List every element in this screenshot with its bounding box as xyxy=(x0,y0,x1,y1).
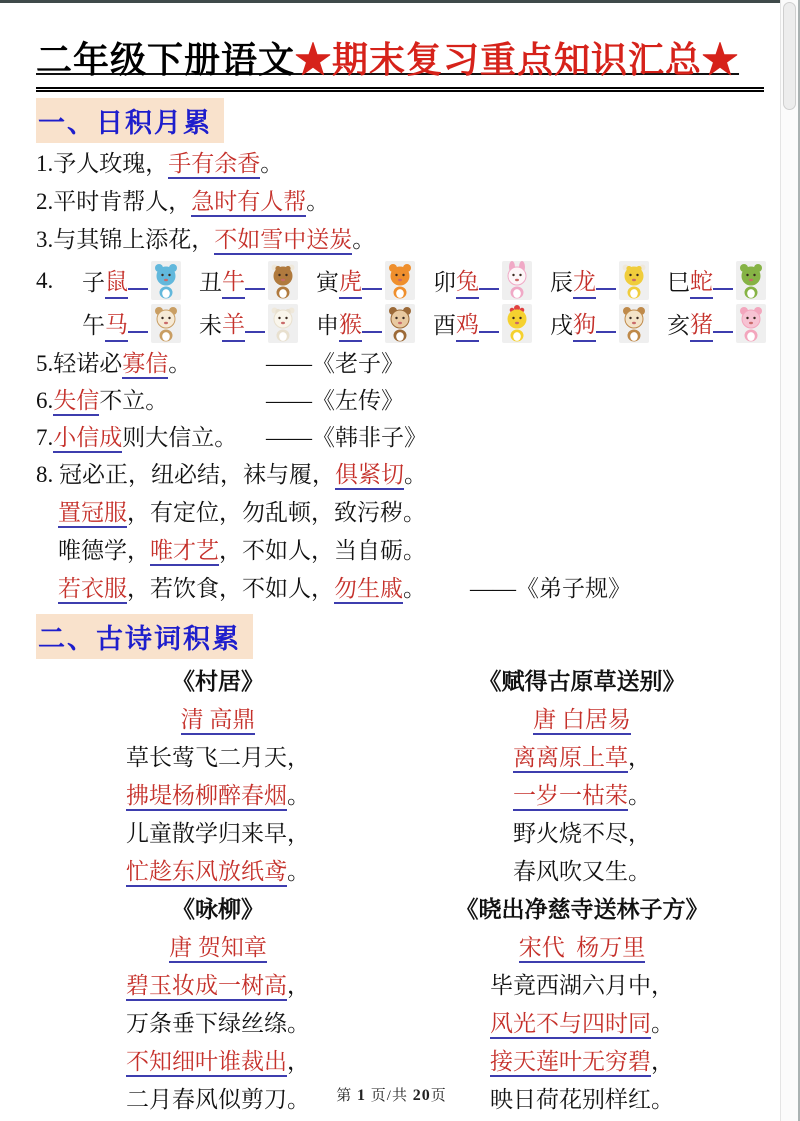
highlighted-answer-text: 拂堤杨柳醉春烟 xyxy=(126,783,287,811)
earthly-branch-char: 亥 xyxy=(667,313,690,338)
text-segment: 。 xyxy=(260,151,284,176)
earthly-branch-char: 戌 xyxy=(550,313,573,338)
proverb-with-source xyxy=(36,382,764,419)
dragon-icon xyxy=(619,261,649,300)
zodiac-entry-goat xyxy=(199,304,298,343)
highlighted-answer-text: 失信 xyxy=(53,388,99,416)
zodiac-entry-dog xyxy=(550,304,649,343)
fill-in-blank-line xyxy=(596,272,616,290)
highlighted-answer-text: 置冠服 xyxy=(58,500,127,528)
fill-in-blank-line xyxy=(713,272,733,290)
zodiac-entry-rabbit xyxy=(433,261,532,300)
fill-in-blank-line xyxy=(362,272,382,290)
monkey-icon xyxy=(385,304,415,343)
poem-verse-line xyxy=(400,1005,764,1043)
highlighted-answer-text: 勿生戚 xyxy=(334,576,403,604)
text-segment: 2.平时肯帮人， xyxy=(36,189,192,214)
rabbit-icon xyxy=(502,261,532,300)
poem-verse-line xyxy=(36,739,400,777)
zodiac-entry-snake xyxy=(667,261,766,300)
title-red-part: ★期末复习重点知识汇总★ xyxy=(295,40,740,80)
poem-author-text: 唐 贺知章 xyxy=(169,935,267,963)
earthly-branch-char: 辰 xyxy=(550,270,573,295)
earthly-branch-char: 未 xyxy=(199,313,222,338)
poem-verse-line xyxy=(400,739,764,777)
text-segment: 野火烧不尽， xyxy=(513,821,651,846)
poems-grid xyxy=(36,663,764,1119)
poem-title: 《村居》 xyxy=(172,669,264,694)
zodiac-row xyxy=(36,302,764,345)
list-item xyxy=(36,145,764,183)
title-black-part: 二年级下册语文 xyxy=(36,40,296,80)
source-citation: ——《韩非子》 xyxy=(266,425,427,450)
highlighted-answer-text: 离离原上草 xyxy=(513,745,628,773)
earthly-branch-char: 寅 xyxy=(316,270,339,295)
text-segment: 不立。 xyxy=(99,388,169,413)
list-item xyxy=(36,183,764,221)
zodiac-animal-char: 猪 xyxy=(690,306,713,342)
text-segment: 毕竟西湖六月中， xyxy=(490,973,674,998)
proverb-text xyxy=(36,382,266,419)
highlighted-answer-text: 急时有人帮 xyxy=(191,189,306,217)
zodiac-animal-char: 龙 xyxy=(573,263,596,299)
highlighted-answer-text: 忙趁东风放纸鸢 xyxy=(126,859,287,887)
text-segment: ，不如人，当自砺。 xyxy=(219,538,426,563)
footer-text: 第 xyxy=(336,1088,358,1104)
poem-verse-line xyxy=(36,777,400,815)
dizigui-line xyxy=(36,532,764,570)
snake-icon xyxy=(736,261,766,300)
screen-top-edge xyxy=(0,0,783,3)
text-segment: 映日荷花别样红。 xyxy=(490,1087,674,1112)
poem-author-text: 宋代 杨万里 xyxy=(519,935,646,963)
text-segment: 。 xyxy=(352,227,376,252)
earthly-branch-char: 丑 xyxy=(199,270,222,295)
current-page-number: 1 xyxy=(357,1087,367,1104)
highlighted-answer-text: 风光不与四时同 xyxy=(490,1011,651,1039)
poem-verse-line xyxy=(36,853,400,891)
text-segment: 8. 冠必正，纽必结，袜与履， xyxy=(36,462,335,487)
section-two xyxy=(36,608,764,1119)
zodiac-animal-char: 狗 xyxy=(573,306,596,342)
dizigui-line xyxy=(36,456,764,494)
list-item xyxy=(36,221,764,259)
goat-icon xyxy=(268,304,298,343)
text-segment: 1.予人玫瑰， xyxy=(36,151,169,176)
zodiac-animal-char: 虎 xyxy=(339,263,362,299)
fill-in-blank-line xyxy=(479,272,499,290)
highlighted-answer-text: 唯才艺 xyxy=(150,538,219,566)
earthly-branch-char: 申 xyxy=(316,313,339,338)
text-segment: 7. xyxy=(36,425,54,450)
poem-author xyxy=(36,929,400,967)
highlighted-answer-text: 不如雪中送炭 xyxy=(214,227,352,255)
fill-in-blank-line xyxy=(245,315,265,333)
section-one-heading: 一、日积月累 xyxy=(36,98,224,143)
poem-block xyxy=(36,663,400,891)
earthly-branch-char: 卯 xyxy=(433,270,456,295)
text-segment: ， xyxy=(287,1049,310,1074)
highlighted-answer-text: 接天莲叶无穷碧 xyxy=(490,1049,651,1077)
fill-in-blank-line xyxy=(479,315,499,333)
highlighted-answer-text: 俱紧切 xyxy=(335,462,404,490)
zodiac-entry-monkey xyxy=(316,304,415,343)
tiger-icon xyxy=(385,261,415,300)
text-segment: 则大信立。 xyxy=(122,425,238,450)
source-citation: ——《左传》 xyxy=(266,388,404,413)
poem-author xyxy=(36,701,400,739)
earthly-branch-char: 酉 xyxy=(433,313,456,338)
proverb-list-5-7 xyxy=(36,345,764,456)
zodiac-entry-pig xyxy=(667,304,766,343)
text-segment: 二月春风似剪刀。 xyxy=(126,1087,310,1112)
source-citation: ——《老子》 xyxy=(266,351,404,376)
zodiac-entry-mouse xyxy=(82,261,181,300)
text-segment: 唯德学， xyxy=(58,538,150,563)
text-segment: 。 xyxy=(628,783,651,808)
text-segment: 3.与其锦上添花， xyxy=(36,227,215,252)
list-number: 4. xyxy=(36,267,54,293)
highlighted-answer-text: 手有余香 xyxy=(168,151,260,179)
poem-verse-line xyxy=(400,1043,764,1081)
text-segment: 草长莺飞二月天， xyxy=(126,745,310,770)
total-page-number: 20 xyxy=(412,1087,431,1104)
earthly-branch-char: 子 xyxy=(82,270,105,295)
poem-title: 《晓出净慈寺送林子方》 xyxy=(455,897,709,922)
text-segment: 。 xyxy=(168,351,192,376)
text-segment: ， xyxy=(287,973,310,998)
earthly-branch-char: 巳 xyxy=(667,270,690,295)
poem-verse-line xyxy=(36,815,400,853)
dizigui-line xyxy=(36,494,764,532)
poem-verse-line xyxy=(400,815,764,853)
zodiac-entry-tiger xyxy=(316,261,415,300)
text-segment: 。 xyxy=(306,189,330,214)
text-segment: 。 xyxy=(403,576,426,601)
fill-in-blank-line xyxy=(362,315,382,333)
fill-in-blank-line xyxy=(713,315,733,333)
text-segment: 儿童散学归来早， xyxy=(126,821,310,846)
mouse-icon xyxy=(151,261,181,300)
zodiac-animal-char: 蛇 xyxy=(690,263,713,299)
document-title xyxy=(36,10,764,92)
poem-verse-line xyxy=(36,1043,400,1081)
poem-verse-line xyxy=(400,967,764,1005)
zodiac-entry-horse xyxy=(82,304,181,343)
poem-verse-line xyxy=(36,1005,400,1043)
zodiac-row xyxy=(36,259,764,302)
zodiac-animal-char: 羊 xyxy=(222,306,245,342)
poem-verse-line xyxy=(400,777,764,815)
source-citation: ——《弟子规》 xyxy=(470,576,631,601)
zodiac-animal-char: 鼠 xyxy=(105,263,128,299)
pig-icon xyxy=(736,304,766,343)
highlighted-answer-text: 一岁一枯荣 xyxy=(513,783,628,811)
ox-icon xyxy=(268,261,298,300)
text-segment: 。 xyxy=(404,462,427,487)
poem-author-text: 清 高鼎 xyxy=(181,707,256,735)
fill-in-blank-line xyxy=(596,315,616,333)
dizigui-block xyxy=(36,456,764,608)
poem-verse-line xyxy=(400,853,764,891)
poem-verse-line xyxy=(36,967,400,1005)
poem-author-text: 唐 白居易 xyxy=(533,707,631,735)
zodiac-animal-char: 兔 xyxy=(456,263,479,299)
zodiac-animal-char: 马 xyxy=(105,306,128,342)
text-segment: ，有定位，勿乱顿，致污秽。 xyxy=(127,500,426,525)
highlighted-answer-text: 寡信 xyxy=(122,351,168,379)
zodiac-animal-char: 牛 xyxy=(222,263,245,299)
scrollbar-thumb[interactable] xyxy=(783,2,796,110)
text-segment: ， xyxy=(651,1049,674,1074)
footer-text: 页 xyxy=(430,1088,447,1104)
zodiac-animal-char: 猴 xyxy=(339,306,362,342)
zodiac-animal-char: 鸡 xyxy=(456,306,479,342)
text-segment: ， xyxy=(628,745,651,770)
zodiac-entry-dragon xyxy=(550,261,649,300)
proverb-text xyxy=(36,419,266,456)
poem-title: 《赋得古原草送别》 xyxy=(478,669,686,694)
text-segment: 。 xyxy=(651,1011,674,1036)
zodiac-entry-rooster xyxy=(433,304,532,343)
rooster-icon xyxy=(502,304,532,343)
poem-author xyxy=(400,701,764,739)
text-segment: ，若饮食，不如人， xyxy=(127,576,334,601)
footer-text: 页/共 xyxy=(366,1088,413,1104)
proverb-with-source xyxy=(36,345,764,382)
text-segment: 6. xyxy=(36,388,54,413)
page-indicator xyxy=(0,1084,783,1105)
fill-in-blank-line xyxy=(128,315,148,333)
zodiac-table xyxy=(36,259,764,345)
scrollbar-track[interactable] xyxy=(780,0,800,1121)
section-one xyxy=(36,92,764,608)
fill-in-blank-line xyxy=(245,272,265,290)
zodiac-entry-ox xyxy=(199,261,298,300)
dog-icon xyxy=(619,304,649,343)
highlighted-answer-text: 小信成 xyxy=(53,425,122,453)
text-segment: 。 xyxy=(287,859,310,884)
proverb-list-1-3 xyxy=(36,145,764,259)
proverb-with-source xyxy=(36,419,764,456)
text-segment: 春风吹又生。 xyxy=(513,859,651,884)
poem-block xyxy=(400,663,764,891)
poem-title: 《咏柳》 xyxy=(172,897,264,922)
highlighted-answer-text: 碧玉妆成一树高 xyxy=(126,973,287,1001)
text-segment: 万条垂下绿丝绦。 xyxy=(126,1011,310,1036)
section-two-heading: 二、古诗词积累 xyxy=(36,614,253,659)
fill-in-blank-line xyxy=(128,272,148,290)
proverb-text xyxy=(36,345,266,382)
highlighted-answer-text: 若衣服 xyxy=(58,576,127,604)
document-page xyxy=(36,10,764,1119)
text-segment: 。 xyxy=(287,783,310,808)
poem-author xyxy=(400,929,764,967)
dizigui-line xyxy=(36,570,764,608)
text-segment: 5.轻诺必 xyxy=(36,351,123,376)
highlighted-answer-text: 不知细叶谁裁出 xyxy=(126,1049,287,1077)
earthly-branch-char: 午 xyxy=(82,313,105,338)
horse-icon xyxy=(151,304,181,343)
